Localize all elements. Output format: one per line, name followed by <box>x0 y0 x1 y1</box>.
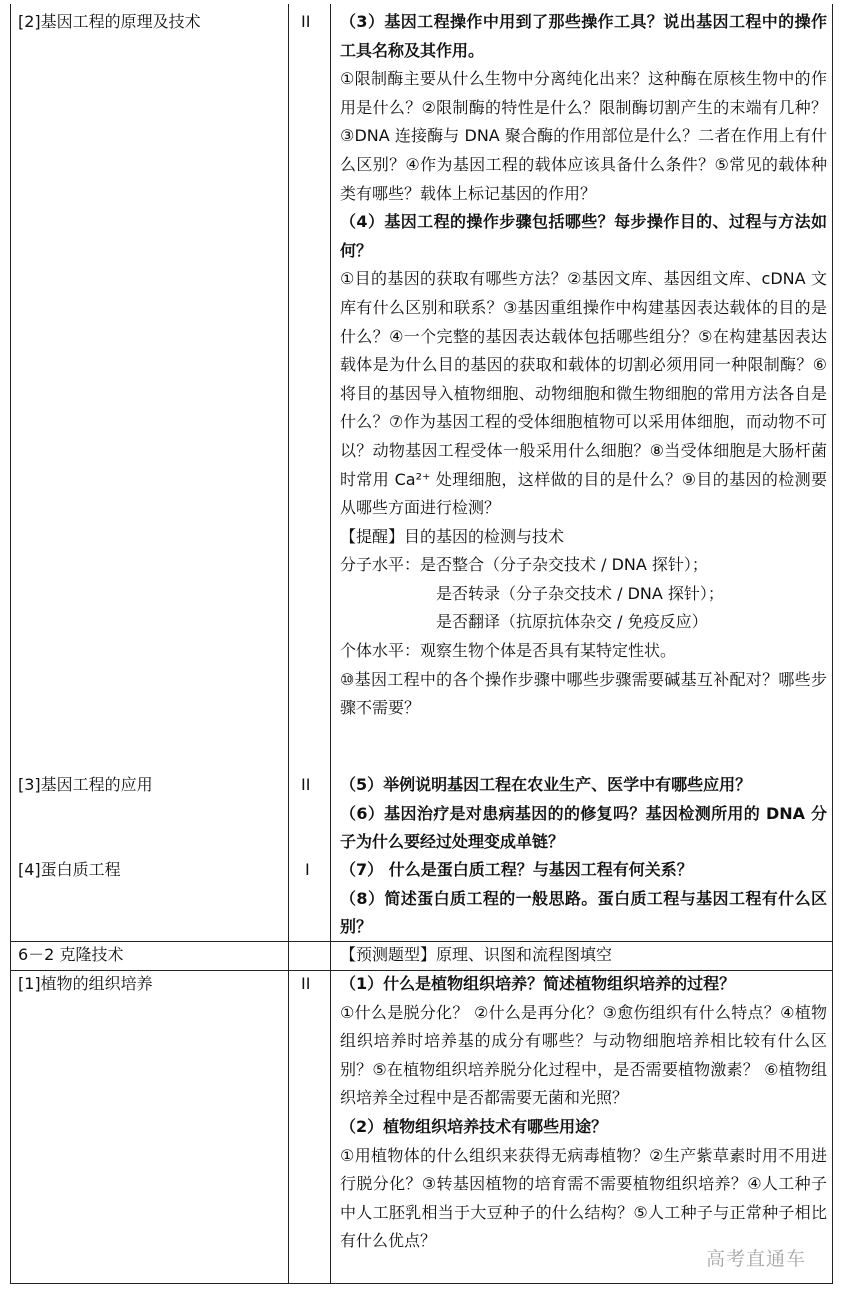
level-badge: II <box>301 12 311 31</box>
review-table <box>10 4 833 1284</box>
topic-gene-engineering-applications: [3]基因工程的应用 <box>18 775 153 794</box>
question-heading: （8）简述蛋白质工程的一般思路。蛋白质工程与基因工程有什么区别？ <box>340 888 827 937</box>
topic-plant-tissue-culture: [1]植物的组织培养 <box>18 974 153 993</box>
detection-line: 分子水平：是否整合（分子杂交技术 / DNA 探针）； <box>340 555 708 575</box>
table-border-right <box>832 4 833 1284</box>
questions-cell <box>340 771 827 857</box>
predicted-type-text: 【预测题型】原理、识图和流程图填空 <box>340 945 613 964</box>
column-divider-2 <box>330 4 331 1284</box>
predicted-question-type <box>340 941 827 970</box>
questions-cell <box>340 856 827 942</box>
question-heading: （4）基因工程的操作步骤包括哪些？每步操作目的、过程与方法如何？ <box>340 212 827 260</box>
question-heading: （2）植物组织培养技术有哪些用途？ <box>340 1116 608 1136</box>
level-badge: II <box>301 775 311 794</box>
questions-cell <box>340 970 827 1256</box>
question-heading: （7） 什么是蛋白质工程？与基因工程有何关系？ <box>340 860 693 879</box>
topic-gene-engineering-principles: [2]基因工程的原理及技术 <box>18 12 201 31</box>
watermark-text: 高考直通车 <box>706 1248 807 1270</box>
topic-cloning-technology: 6－2 克隆技术 <box>18 945 124 964</box>
question-heading: （1）什么是植物组织培养？简述植物组织培养的过程？ <box>340 974 736 993</box>
question-heading: （6）基因治疗是对患病基因的的修复吗？基因检测所用的 DNA 分子为什么要经过处理变成单链？ <box>340 803 827 852</box>
question-list: ⑩基因工程中的各个操作步骤中哪些步骤需要碱基互补配对？哪些步骤不需要？ <box>340 669 827 718</box>
level-badge: II <box>301 974 311 993</box>
question-heading: （3）基因工程操作中用到了那些操作工具？说出基因工程中的操作工具名称及其作用。 <box>340 12 827 60</box>
question-list: ①什么是脱分化？ ②什么是再分化？③愈伤组织有什么特点？④植物组织培养时培养基的成分有哪些？与动物细胞培养相比较有什么区别？⑤在植物组织培养脱分化过程中，是否需要植物激素？ ⑥植物组织培养全过程中是否都需要无菌和光照？ <box>340 1002 827 1108</box>
detection-line: 是否转录（分子杂交技术 / DNA 探针）； <box>436 583 724 603</box>
level-badge: I <box>305 860 310 879</box>
detection-line: 是否翻译（抗原抗体杂交 / 免疫反应） <box>436 612 708 632</box>
questions-cell <box>340 8 827 723</box>
question-heading: （5）举例说明基因工程在农业生产、医学中有哪些应用？ <box>340 775 752 794</box>
question-list: ①用植物体的什么组织来获得无病毒植物？②生产紫草素时用不用进行脱分化？③转基因植物的培育需不需要植物组织培养？④人工种子中人工胚乳相当于大豆种子的什么结构？⑤人工种子与正常种子相比有什么优点？ <box>340 1145 827 1251</box>
table-border-left <box>10 4 11 1284</box>
detection-line: 个体水平：观察生物个体是否具有某特定性状。 <box>340 641 677 661</box>
column-divider-1 <box>288 4 289 1284</box>
reminder-title: 【提醒】目的基因的检测与技术 <box>340 526 565 546</box>
question-list: ①限制酶主要从什么生物中分离纯化出来？这种酶在原核生物中的作用是什么？②限制酶的特性是什么？限制酶切割产生的末端有几种？③DNA 连接酶与 DNA 聚合酶的作用部位是什么？二者在作用上有什么区别？④作为基因工程的载体应该具备什么条件？⑤常见的载体种类有哪些？载体上标记基因的作用？ <box>340 69 827 203</box>
question-list: ①目的基因的获取有哪些方法？②基因文库、基因组文库、cDNA 文库有什么区别和联系？③基因重组操作中构建基因表达载体的目的是什么？④一个完整的基因表达载体包括哪些组分？⑤在构建基因表达载体是为什么目的基因的获取和载体的切割必须用同一种限制酶？⑥将目的基因导入植物细胞、动物细胞和微生物细胞的常用方法各自是什么？⑦作为基因工程的受体细胞植物可以采用体细胞，而动物不可以？动物基因工程受体一般采用什么细胞？⑧当受体细胞是大肠杆菌时常用 Ca²⁺ 处理细胞，这样做的目的是什么？⑨目的基因的检测要从哪些方面进行检测？ <box>340 269 827 518</box>
topic-protein-engineering: [4]蛋白质工程 <box>18 860 121 879</box>
table-border-bottom <box>10 1283 833 1284</box>
